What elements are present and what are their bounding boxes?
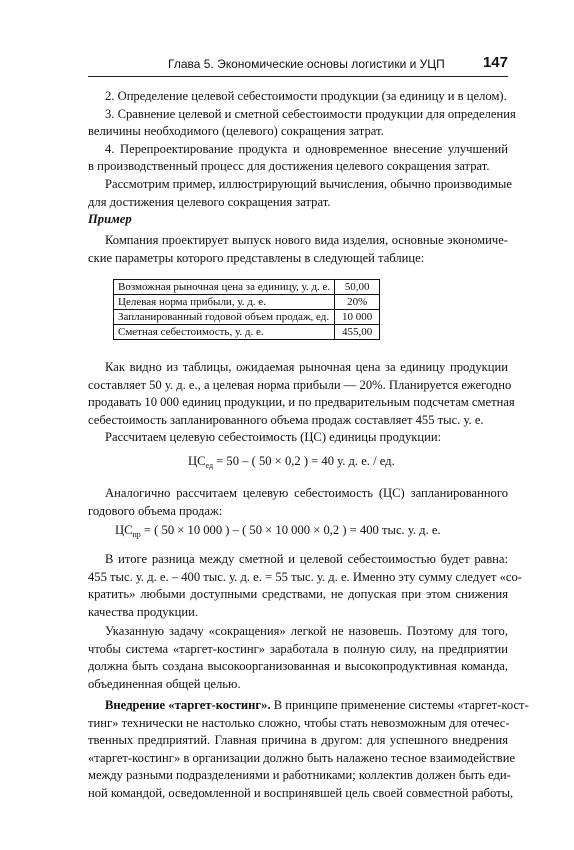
section-run-in-heading: Внедрение «таргет-костинг».	[105, 698, 271, 712]
text-line: Указанную задачу «сокращения» легкой не назовешь. Поэтому для того,	[105, 624, 508, 638]
list-item	[88, 141, 508, 176]
text-line: ной командой, осведомленной и воспринявшей цель своей совместной работы,	[88, 785, 514, 800]
table-row	[114, 325, 380, 340]
table-cell-value: 10 000	[335, 310, 380, 325]
text-line: себестоимость запланированного объема продаж составляет 455 тыс. у. е.	[88, 412, 484, 427]
text-line: 3. Сравнение целевой и сметной себестоимости продукции для определения	[105, 106, 516, 121]
table-row	[114, 280, 380, 295]
text-line: 4. Перепроектирование продукта и одновременное внесение улучшений	[105, 141, 508, 156]
parameters-table	[113, 279, 380, 340]
text-line: Рассчитаем целевую себестоимость (ЦС) единицы продукции:	[105, 430, 442, 445]
text-line: составляет 50 у. д. е., а целевая норма прибыли — 20%. Планируется ежегодно	[88, 377, 512, 392]
text-line	[88, 697, 529, 715]
formula-volume-cost	[115, 523, 441, 539]
table-cell-value: 455,00	[335, 325, 380, 340]
text-line: 2. Определение целевой себестоимости продукции (за единицу и в целом).	[105, 89, 507, 103]
formula-symbol: ЦС	[115, 523, 133, 537]
text-line: Компания проектирует выпуск нового вида изделия, основные экономиче-	[105, 233, 508, 247]
table-cell-label: Целевая норма прибыли, у. д. е.	[114, 295, 335, 310]
text-line: должна быть создана высокоорганизованная и высокопродуктивная команда,	[88, 659, 508, 674]
formula-subscript: пр	[132, 530, 141, 539]
table-commentary	[88, 359, 515, 447]
table-cell-label: Сметная себестоимость, у. д. е.	[114, 325, 335, 340]
steps-list	[88, 88, 516, 211]
example-heading: Пример	[88, 212, 132, 226]
text-line: Аналогично рассчитаем целевую себестоимость (ЦС) запланированного	[105, 486, 508, 500]
text-line: ские параметры которого представлены в следующей таблице:	[88, 250, 425, 265]
text-line: тинг» технически не настолько сложно, чтобы стать невозможным для отечес-	[88, 715, 510, 730]
result-paragraph	[88, 551, 523, 621]
text-line: твенных предприятий. Главная причина в другом: для успешного внедрения	[88, 733, 508, 748]
intro-paragraph	[88, 232, 508, 267]
task-paragraph	[88, 623, 508, 693]
list-item	[88, 106, 516, 141]
formula-symbol: ЦС	[188, 454, 206, 468]
text-line: чтобы система «таргет-костинг» заработала в полную силу, на предприятии	[88, 641, 508, 656]
list-item	[88, 88, 508, 106]
table-cell-value: 20%	[335, 295, 380, 310]
table-row	[114, 310, 380, 325]
analog-paragraph	[88, 485, 508, 520]
formula-subscript: ед	[205, 461, 214, 470]
text-line: для достижения целевого сокращения затрат.	[88, 194, 331, 209]
table-cell-value: 50,00	[335, 280, 380, 295]
formula-expression: = 50 – ( 50 × 0,2 ) = 40 у. д. е. / ед.	[213, 454, 395, 468]
text-line: кратить» любыми доступными средствами, не допуская при этом снижения	[88, 587, 508, 602]
text-line: объединенная общей целью.	[88, 676, 241, 691]
page-number: 147	[482, 54, 508, 71]
text-line: 455 тыс. у. д. е. – 400 тыс. у. д. е. = 55 тыс. у. д. е. Именно эту сумму следует «со-	[88, 569, 523, 584]
paragraph	[88, 176, 512, 211]
table-row	[114, 295, 380, 310]
text-line: Как видно из таблицы, ожидаемая рыночная цена за единицу продукции	[105, 360, 508, 374]
text-line: годового объема продаж:	[88, 503, 223, 518]
table-cell-label: Возможная рыночная цена за единицу, у. д. е.	[114, 280, 335, 295]
text-line: Рассмотрим пример, иллюстрирующий вычисления, обычно производимые	[105, 176, 512, 191]
text-line: В итоге разница между сметной и целевой себестоимостью будет равна:	[105, 552, 508, 566]
running-header	[88, 54, 508, 77]
text-line: величины необходимого (целевого) сокращения затрат.	[88, 124, 384, 139]
text-line: в производственный процесс для достижения целевого сокращения затрат.	[88, 159, 490, 174]
chapter-title: Глава 5. Экономические основы логистики и УЦП	[168, 57, 445, 71]
implementation-section	[88, 697, 529, 803]
text-line: «таргет-костинг» в организации должно быть налажено тесное взаимодействие	[88, 750, 516, 765]
text-line: продавать 10 000 единиц продукции, и по предварительным подсчетам сметная	[88, 395, 515, 410]
table-cell-label: Запланированный годовой объем продаж, ед.	[114, 310, 335, 325]
text-line: качества продукции.	[88, 604, 199, 619]
formula-unit-cost	[188, 454, 395, 470]
formula-expression: = ( 50 × 10 000 ) – ( 50 × 10 000 × 0,2 ) = 400 тыс. у. д. е.	[140, 523, 441, 537]
text-line: между разными подразделениями и работниками; коллектив должен быть еди-	[88, 768, 511, 783]
text-run: В принципе применение системы «таргет-кост-	[270, 698, 529, 712]
